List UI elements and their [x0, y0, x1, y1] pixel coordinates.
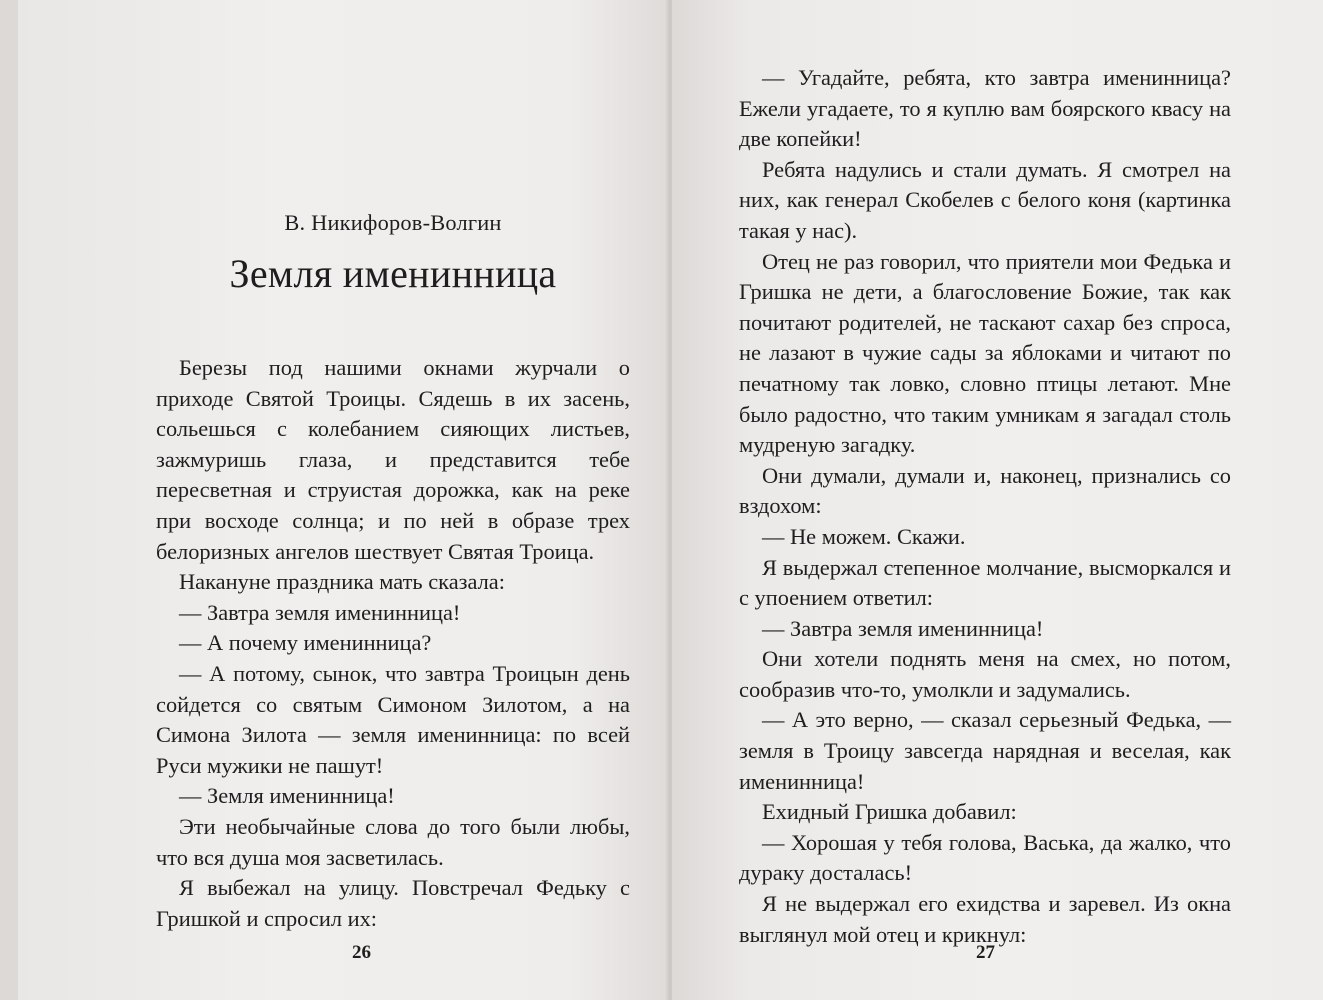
left-page	[18, 0, 668, 1000]
paragraph: — Угадайте, ребята, кто завтра именинница? Ежели угадаете, то я куплю вам боярского квасу на две копейки!	[739, 65, 1231, 152]
page-number-right: 27	[976, 942, 995, 963]
paragraph: Накануне праздника мать сказала:	[179, 569, 505, 595]
paragraph: — А потому, сынок, что завтра Троицын день сойдется со святым Симоном Зилотом, а на Симона Зилота — земля именинница: по всей Руси мужики не пашут!	[156, 660, 630, 778]
author-name: В. Никифоров-Волгин	[284, 210, 502, 235]
paragraph: Они думали, думали и, наконец, признались со вздохом:	[739, 462, 1231, 519]
paragraph: Ехидный Гришка добавил:	[762, 799, 1017, 825]
paragraph: — Не можем. Скажи.	[762, 523, 966, 549]
right-page-text	[739, 63, 1231, 950]
paragraph: — Завтра земля именинница!	[762, 615, 1044, 641]
paragraph: — Земля именинница!	[179, 783, 395, 809]
paragraph: — А это верно, — сказал серьезный Федька, — земля в Троицу завсегда нарядная и веселая, как именинница!	[739, 707, 1231, 794]
paragraph: Они хотели поднять меня на смех, но потом, сообразив что-то, умолкли и задумались.	[739, 646, 1231, 702]
page-number-left: 26	[352, 942, 371, 963]
right-page	[672, 0, 1323, 1000]
paragraph: — Хорошая у тебя голова, Васька, да жалко, что дураку досталась!	[739, 829, 1231, 886]
paragraph: Отец не раз говорил, что приятели мои Федька и Гришка не дети, а благословение Божие, так как почитают родителей, не таскают сахар без спроса, не лазают в чужие сады за яблоками и читают по печатному так ловко, словно птицы летают. Мне было радостно, что таким умникам я загадал столь мудреную загадку.	[739, 248, 1231, 458]
paragraph: Я выдержал степенное молчание, высморкался и с упоением ответил:	[739, 554, 1231, 611]
paragraph: Эти необычайные слова до того были любы, что вся душа моя засветилась.	[156, 813, 630, 870]
paragraph: Я не выдержал его ехидства и заревел. Из окна выглянул мой отец и крикнул:	[739, 891, 1231, 947]
paragraph: Березы под нашими окнами журчали о приходе Святой Троицы. Сядешь в их засень, сольешься с колебанием сияющих листьев, зажмуришь глаза, и представится тебе пересветная и струистая дорожка, как на реке при восходе солнца; и по ней в образе трех белоризных ангелов шествует Святая Троица.	[156, 355, 630, 564]
paragraph: Ребята надулись и стали думать. Я смотрел на них, как генерал Скобелев с белого коня (картинка такая у нас).	[739, 156, 1231, 243]
paragraph: — Завтра земля именинница!	[179, 599, 461, 625]
story-title: Земля именинница	[229, 251, 557, 296]
left-page-text	[156, 353, 630, 934]
paragraph: Я выбежал на улицу. Повстречал Федьку с Гришкой и спросил их:	[156, 875, 630, 931]
paragraph: — А почему именинница?	[179, 630, 432, 656]
